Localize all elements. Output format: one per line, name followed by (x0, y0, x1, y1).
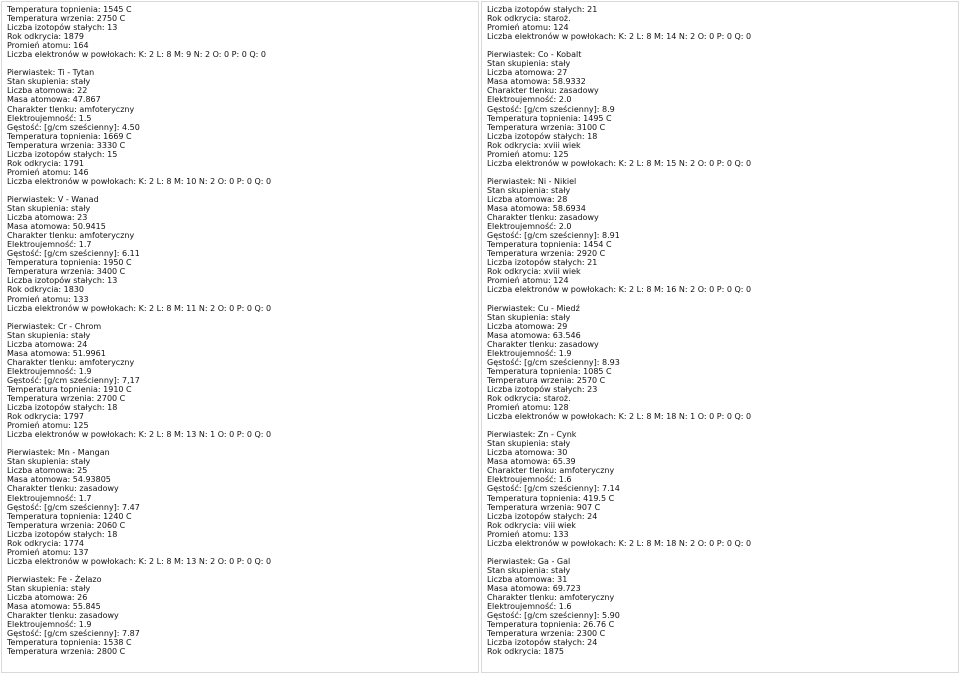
right-text-line: Liczba izotopów stałych: 21 (487, 5, 598, 14)
right-text-line: Elektroujemność: 2.0 (487, 222, 572, 232)
left-text-line: Liczba elektronów w powłokach: K: 2 L: 8 M: 13 N: 2 O: 0 P: 0 Q: 0 (7, 556, 272, 566)
left-text-line: Stan skupienia: stały (7, 584, 91, 593)
left-text-line: Pierwiastek: Ti - Tytan (7, 68, 95, 78)
left-text-line: Pierwiastek: V - Wanad (7, 194, 99, 204)
left-text-line: Liczba elektronów w powłokach: K: 2 L: 8 M: 11 N: 2 O: 0 P: 0 Q: 0 (7, 303, 272, 313)
right-text-line: Pierwiastek: Ni - Nikiel (487, 176, 577, 186)
left-text-line: Masa atomowa: 51.9961 (7, 348, 106, 358)
right-text-line: Elektroujemność: 1.6 (487, 475, 572, 485)
left-text-line: Liczba elektronów w powłokach: K: 2 L: 8 M: 10 N: 2 O: 0 P: 0 Q: 0 (7, 176, 272, 186)
left-text-line: Gęstość: [g/cm sześcienny]: 7.87 (7, 629, 140, 639)
right-text-line: Rok odkrycia: staroż. (487, 14, 571, 24)
right-text-line: Elektroujemność: 1.9 (487, 348, 572, 358)
left-text-line: Masa atomowa: 54.93805 (7, 475, 111, 485)
left-text-line: Liczba atomowa: 22 (7, 86, 88, 96)
right-text-line: Temperatura topnienia: 26.76 C (487, 620, 615, 630)
left-text-line: Rok odkrycia: 1774 (7, 538, 85, 548)
left-text-line: Elektroujemność: 1.5 (7, 113, 92, 123)
left-text-line: Promień atomu: 137 (7, 547, 89, 557)
left-text-line: Rok odkrycia: 1791 (7, 158, 85, 168)
right-text-line: Masa atomowa: 58.9332 (487, 77, 586, 87)
right-text-line: Stan skupienia: stały (487, 59, 571, 69)
right-text-line: Liczba izotopów stałych: 18 (487, 131, 598, 141)
right-text-line: Temperatura wrzenia: 2920 C (487, 249, 606, 259)
right-text-line: Temperatura wrzenia: 3100 C (487, 122, 606, 132)
left-text-line: Promień atomu: 125 (7, 421, 89, 431)
right-text-line: Liczba atomowa: 31 (487, 574, 568, 584)
left-text-line: Temperatura topnienia: 1950 C (7, 258, 132, 268)
right-text-line: Masa atomowa: 65.39 (487, 457, 576, 467)
right-text-line: Liczba atomowa: 28 (487, 194, 568, 204)
right-text-line: Liczba izotopów stałych: 23 (487, 384, 598, 394)
left-text-line: Charakter tlenku: zasadowy (7, 484, 119, 494)
right-blank-line (487, 41, 953, 50)
left-text-line: Liczba izotopów stałych: 18 (7, 529, 118, 539)
left-text-line: Temperatura wrzenia: 3330 C (7, 140, 126, 150)
right-text-line: Pierwiastek: Ga - Gal (487, 556, 571, 566)
left-text-line: Pierwiastek: Mn - Mangan (7, 448, 110, 458)
left-text-line: Pierwiastek: Fe - Żelazo (7, 574, 102, 584)
right-blank-line (487, 295, 953, 304)
left-text-column (1, 1, 479, 673)
right-text-line: Liczba elektronów w powłokach: K: 2 L: 8 M: 18 N: 1 O: 0 P: 0 Q: 0 (487, 412, 752, 422)
right-text-line: Promień atomu: 124 (487, 23, 569, 33)
left-text-line: Temperatura topnienia: 1240 C (7, 511, 132, 521)
right-text-line: Charakter tlenku: zasadowy (487, 339, 599, 349)
right-text-line: Liczba elektronów w powłokach: K: 2 L: 8 M: 16 N: 2 O: 0 P: 0 Q: 0 (487, 285, 752, 295)
left-text-line: Liczba izotopów stałych: 18 (7, 403, 118, 413)
left-text-line: Gęstość: [g/cm sześcienny]: 4.50 (7, 122, 140, 132)
left-text-line: Charakter tlenku: amfoteryczny (7, 231, 135, 241)
right-text-line: Promień atomu: 124 (487, 276, 569, 286)
right-text-line: Stan skupienia: stały (487, 185, 571, 195)
right-text-line: Temperatura wrzenia: 2300 C (487, 629, 606, 639)
right-text-line: Gęstość: [g/cm sześcienny]: 8.9 (487, 104, 615, 114)
left-text-line: Gęstość: [g/cm sześcienny]: 7.47 (7, 502, 140, 512)
right-text-line: Charakter tlenku: amfoteryczny (487, 593, 615, 603)
left-text-line: Liczba izotopów stałych: 13 (7, 23, 118, 33)
right-text-line: Liczba atomowa: 27 (487, 68, 568, 78)
left-text-line: Charakter tlenku: amfoteryczny (7, 357, 135, 367)
right-text-line: Gęstość: [g/cm sześcienny]: 5.90 (487, 611, 620, 621)
left-text-line: Charakter tlenku: amfoteryczny (7, 104, 135, 114)
right-text-line: Liczba atomowa: 30 (487, 448, 568, 458)
left-text-line: Liczba atomowa: 26 (7, 593, 88, 603)
left-text-line: Liczba elektronów w powłokach: K: 2 L: 8 M: 13 N: 1 O: 0 P: 0 Q: 0 (7, 430, 272, 440)
left-text-line: Temperatura wrzenia: 2800 C (7, 647, 126, 657)
right-text-line: Rok odkrycia: xviii wiek (487, 140, 581, 150)
right-text-line: Temperatura wrzenia: 907 C (487, 502, 601, 512)
left-text-line: Stan skupienia: stały (7, 204, 91, 214)
right-text-line: Liczba elektronów w powłokach: K: 2 L: 8 M: 15 N: 2 O: 0 P: 0 Q: 0 (487, 158, 752, 168)
left-text-line: Liczba atomowa: 25 (7, 466, 88, 476)
left-text-line: Elektroujemność: 1.7 (7, 493, 92, 503)
left-text-line: Temperatura topnienia: 1545 C (7, 5, 132, 14)
right-text-line: Elektroujemność: 1.6 (487, 602, 572, 612)
left-text-line: Temperatura wrzenia: 2750 C (7, 14, 126, 24)
right-blank-line (487, 548, 953, 557)
right-text-line: Temperatura wrzenia: 2570 C (487, 375, 606, 385)
left-text-line: Temperatura wrzenia: 2700 C (7, 394, 126, 404)
right-text-line: Liczba izotopów stałych: 21 (487, 258, 598, 268)
right-text-line: Promień atomu: 128 (487, 403, 569, 413)
left-text-line: Charakter tlenku: zasadowy (7, 611, 119, 621)
left-text-line: Temperatura topnienia: 1669 C (7, 131, 132, 141)
right-text-column (481, 1, 959, 673)
right-text-line: Temperatura topnienia: 419.5 C (487, 493, 615, 503)
left-text-line: Temperatura wrzenia: 2060 C (7, 520, 126, 530)
right-text-line: Promień atomu: 133 (487, 529, 569, 539)
right-text-line: Charakter tlenku: amfoteryczny (487, 466, 615, 476)
left-text-line: Temperatura wrzenia: 3400 C (7, 267, 126, 277)
left-text-line: Liczba izotopów stałych: 13 (7, 276, 118, 286)
left-text-line: Elektroujemność: 1.7 (7, 240, 92, 250)
right-text-line: Gęstość: [g/cm sześcienny]: 8.93 (487, 357, 620, 367)
right-blank-line (487, 421, 953, 430)
right-text-line: Stan skupienia: stały (487, 565, 571, 575)
left-text-line: Promień atomu: 164 (7, 41, 89, 51)
left-text-line: Pierwiastek: Cr - Chrom (7, 321, 102, 331)
right-text-line: Elektroujemność: 2.0 (487, 95, 572, 105)
right-text-line: Rok odkrycia: staroż. (487, 394, 571, 404)
left-text-line: Masa atomowa: 55.845 (7, 602, 101, 612)
right-text-line: Gęstość: [g/cm sześcienny]: 8.91 (487, 231, 620, 241)
right-text-line: Liczba atomowa: 29 (487, 321, 568, 331)
right-text-line: Pierwiastek: Co - Kobalt (487, 50, 582, 60)
left-text-line: Rok odkrycia: 1879 (7, 32, 85, 42)
right-text-line: Stan skupienia: stały (487, 312, 571, 322)
left-text-line: Stan skupienia: stały (7, 330, 91, 340)
left-blank-line (7, 566, 473, 575)
left-blank-line (7, 313, 473, 322)
right-text-line: Liczba izotopów stałych: 24 (487, 511, 598, 521)
left-text-line: Stan skupienia: stały (7, 457, 91, 467)
right-text-line: Gęstość: [g/cm sześcienny]: 7.14 (487, 484, 620, 494)
right-text-line: Rok odkrycia: viii wiek (487, 520, 576, 530)
right-text-line: Charakter tlenku: zasadowy (487, 86, 599, 96)
right-text-line: Liczba elektronów w powłokach: K: 2 L: 8 M: 14 N: 2 O: 0 P: 0 Q: 0 (487, 32, 752, 42)
left-text-line: Liczba elektronów w powłokach: K: 2 L: 8 M: 9 N: 2 O: 0 P: 0 Q: 0 (7, 50, 266, 60)
left-text-line: Temperatura topnienia: 1538 C (7, 638, 132, 648)
left-text-line: Gęstość: [g/cm sześcienny]: 6.11 (7, 249, 140, 259)
right-text-line: Masa atomowa: 63.546 (487, 330, 581, 340)
left-text-line: Temperatura topnienia: 1910 C (7, 384, 132, 394)
right-text-line: Rok odkrycia: xviii wiek (487, 267, 581, 277)
right-text-line: Masa atomowa: 58.6934 (487, 204, 586, 214)
left-text-line: Rok odkrycia: 1797 (7, 412, 85, 422)
left-text-line: Promień atomu: 133 (7, 294, 89, 304)
right-text-line: Charakter tlenku: zasadowy (487, 213, 599, 223)
left-blank-line (7, 186, 473, 195)
left-text-line: Stan skupienia: stały (7, 77, 91, 87)
right-text-line: Temperatura topnienia: 1495 C (487, 113, 612, 123)
right-text-line: Masa atomowa: 69.723 (487, 584, 581, 593)
right-text-line: Pierwiastek: Zn - Cynk (487, 430, 577, 440)
right-text-line: Pierwiastek: Cu - Miedź (487, 303, 580, 313)
right-text-line: Rok odkrycia: 1875 (487, 647, 565, 657)
right-text-line: Temperatura topnienia: 1085 C (487, 366, 612, 376)
left-text-line: Promień atomu: 146 (7, 167, 89, 177)
left-blank-line (7, 439, 473, 448)
left-blank-line (7, 59, 473, 68)
right-text-line: Liczba izotopów stałych: 24 (487, 638, 598, 648)
left-text-line: Liczba izotopów stałych: 15 (7, 149, 118, 159)
right-text-line: Liczba elektronów w powłokach: K: 2 L: 8 M: 18 N: 2 O: 0 P: 0 Q: 0 (487, 538, 752, 548)
right-blank-line (487, 168, 953, 177)
left-text-line: Rok odkrycia: 1830 (7, 285, 85, 295)
left-text-line: Gęstość: [g/cm sześcienny]: 7,17 (7, 375, 140, 385)
left-text-line: Liczba atomowa: 23 (7, 213, 88, 223)
right-text-line: Promień atomu: 125 (487, 149, 569, 159)
left-text-line: Elektroujemność: 1.9 (7, 620, 92, 630)
right-text-line: Temperatura topnienia: 1454 C (487, 240, 612, 250)
left-text-line: Masa atomowa: 50.9415 (7, 222, 106, 232)
left-text-line: Elektroujemność: 1.9 (7, 366, 92, 376)
right-text-line: Stan skupienia: stały (487, 439, 571, 449)
left-text-line: Liczba atomowa: 24 (7, 339, 88, 349)
left-text-line: Masa atomowa: 47.867 (7, 95, 101, 105)
